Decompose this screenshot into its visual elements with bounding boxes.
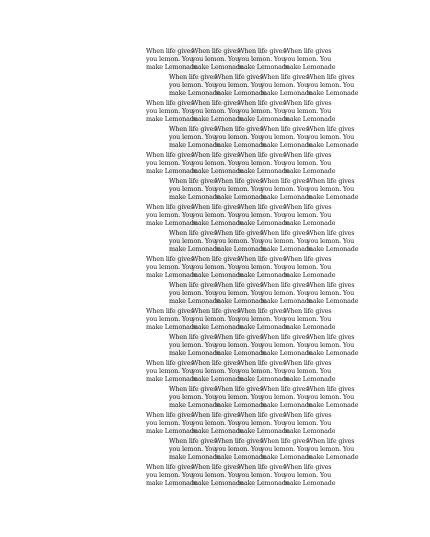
quote-tile — [192, 151, 244, 177]
quote-tile — [238, 151, 290, 177]
quote-line: When life gives — [169, 281, 217, 289]
quote-tile — [169, 333, 221, 359]
quote-line: you lemon. You — [284, 159, 332, 168]
quote-line: make Lemonade — [169, 401, 221, 410]
quote-tile — [192, 203, 244, 229]
quote-line: make Lemonade — [284, 115, 336, 124]
quote-line: When life gives — [215, 437, 263, 445]
quote-line: make Lemonade — [284, 427, 336, 436]
quote-line: When life gives — [146, 359, 194, 367]
quote-line: When life gives — [261, 125, 309, 133]
quote-tile — [146, 47, 198, 73]
quote-line: you lemon. You — [284, 471, 332, 480]
quote-line: you lemon. You — [215, 237, 263, 246]
quote-tile — [192, 255, 244, 281]
quote-line: you lemon. You — [307, 133, 355, 142]
quote-tile — [146, 99, 198, 125]
quote-tile — [192, 307, 244, 333]
quote-line: When life gives — [261, 73, 309, 81]
quote-tile — [284, 463, 336, 489]
quote-line: you lemon. You — [284, 419, 332, 428]
quote-line: When life gives — [169, 125, 217, 133]
quote-line: make Lemonade — [169, 349, 221, 358]
quote-line: When life gives — [169, 437, 217, 445]
quote-line: When life gives — [284, 463, 332, 471]
quote-line: make Lemonade — [261, 401, 313, 410]
quote-tile — [169, 73, 221, 99]
quote-line: make Lemonade — [238, 271, 290, 280]
quote-line: When life gives — [192, 99, 240, 107]
quote-tile — [215, 281, 267, 307]
quote-line: you lemon. You — [169, 445, 217, 454]
quote-tile — [215, 177, 267, 203]
quote-tile — [169, 437, 221, 463]
quote-line: When life gives — [238, 99, 286, 107]
quote-line: you lemon. You — [238, 107, 286, 116]
quote-line: you lemon. You — [307, 393, 355, 402]
quote-line: make Lemonade — [192, 479, 244, 488]
quote-line: you lemon. You — [192, 367, 240, 376]
quote-line: When life gives — [215, 125, 263, 133]
quote-tile — [215, 125, 267, 151]
quote-line: When life gives — [169, 333, 217, 341]
quote-line: make Lemonade — [169, 453, 221, 462]
quote-line: you lemon. You — [215, 185, 263, 194]
quote-line: you lemon. You — [146, 367, 194, 376]
quote-line: make Lemonade — [169, 245, 221, 254]
quote-line: When life gives — [192, 255, 240, 263]
quote-line: you lemon. You — [146, 55, 194, 64]
quote-line: make Lemonade — [192, 167, 244, 176]
quote-line: you lemon. You — [238, 315, 286, 324]
quote-line: make Lemonade — [284, 63, 336, 72]
quote-line: you lemon. You — [238, 419, 286, 428]
quote-line: When life gives — [215, 177, 263, 185]
quote-line: When life gives — [215, 333, 263, 341]
quote-line: you lemon. You — [238, 55, 286, 64]
quote-line: make Lemonade — [261, 297, 313, 306]
quote-line: you lemon. You — [261, 237, 309, 246]
quote-tile — [192, 47, 244, 73]
quote-line: When life gives — [192, 151, 240, 159]
quote-line: you lemon. You — [307, 341, 355, 350]
quote-line: you lemon. You — [215, 289, 263, 298]
quote-line: make Lemonade — [307, 141, 359, 150]
quote-line: you lemon. You — [261, 341, 309, 350]
quote-line: make Lemonade — [192, 323, 244, 332]
quote-line: When life gives — [192, 47, 240, 55]
quote-line: you lemon. You — [284, 367, 332, 376]
quote-line: When life gives — [146, 307, 194, 315]
quote-line: you lemon. You — [284, 263, 332, 272]
quote-line: you lemon. You — [284, 107, 332, 116]
quote-line: When life gives — [192, 463, 240, 471]
quote-tile — [284, 411, 336, 437]
quote-line: you lemon. You — [307, 81, 355, 90]
quote-line: you lemon. You — [261, 445, 309, 454]
quote-line: you lemon. You — [146, 419, 194, 428]
quote-line: you lemon. You — [307, 237, 355, 246]
quote-line: you lemon. You — [215, 341, 263, 350]
quote-line: When life gives — [146, 463, 194, 471]
quote-line: When life gives — [169, 229, 217, 237]
quote-tile — [284, 307, 336, 333]
quote-line: When life gives — [261, 437, 309, 445]
quote-line: make Lemonade — [238, 63, 290, 72]
quote-line: make Lemonade — [307, 349, 359, 358]
quote-line: When life gives — [307, 177, 355, 185]
quote-tile — [261, 229, 313, 255]
quote-line: When life gives — [238, 307, 286, 315]
quote-line: When life gives — [238, 203, 286, 211]
quote-tile — [238, 307, 290, 333]
quote-line: When life gives — [169, 385, 217, 393]
quote-line: When life gives — [261, 385, 309, 393]
quote-tile — [146, 307, 198, 333]
quote-line: make Lemonade — [238, 427, 290, 436]
quote-tile — [307, 281, 359, 307]
quote-tile — [192, 411, 244, 437]
quote-line: you lemon. You — [238, 263, 286, 272]
quote-line: When life gives — [261, 281, 309, 289]
quote-tile — [238, 47, 290, 73]
quote-line: you lemon. You — [261, 393, 309, 402]
quote-line: When life gives — [215, 229, 263, 237]
quote-line: you lemon. You — [261, 81, 309, 90]
quote-line: make Lemonade — [307, 297, 359, 306]
quote-line: When life gives — [238, 255, 286, 263]
quote-line: make Lemonade — [284, 323, 336, 332]
quote-line: make Lemonade — [238, 167, 290, 176]
quote-tile — [307, 73, 359, 99]
quote-line: make Lemonade — [284, 271, 336, 280]
quote-line: When life gives — [169, 177, 217, 185]
quote-tile — [238, 203, 290, 229]
quote-line: you lemon. You — [146, 107, 194, 116]
quote-line: When life gives — [146, 47, 194, 55]
quote-line: When life gives — [215, 281, 263, 289]
quote-line: you lemon. You — [215, 445, 263, 454]
quote-line: When life gives — [192, 203, 240, 211]
quote-tile — [215, 385, 267, 411]
quote-line: you lemon. You — [238, 471, 286, 480]
quote-line: When life gives — [146, 203, 194, 211]
quote-line: make Lemonade — [146, 167, 198, 176]
quote-tile — [238, 359, 290, 385]
quote-tile — [238, 463, 290, 489]
quote-tile — [146, 255, 198, 281]
quote-line: When life gives — [238, 359, 286, 367]
quote-line: make Lemonade — [215, 401, 267, 410]
quote-line: you lemon. You — [192, 471, 240, 480]
quote-line: you lemon. You — [192, 211, 240, 220]
quote-line: you lemon. You — [169, 341, 217, 350]
quote-tile — [261, 281, 313, 307]
quote-tile — [261, 333, 313, 359]
quote-line: When life gives — [192, 411, 240, 419]
quote-line: When life gives — [284, 255, 332, 263]
quote-tile — [307, 229, 359, 255]
quote-line: make Lemonade — [146, 219, 198, 228]
quote-line: you lemon. You — [307, 445, 355, 454]
quote-line: make Lemonade — [261, 89, 313, 98]
quote-line: you lemon. You — [284, 55, 332, 64]
quote-line: you lemon. You — [169, 185, 217, 194]
quote-line: you lemon. You — [307, 185, 355, 194]
quote-line: you lemon. You — [169, 81, 217, 90]
quote-line: When life gives — [192, 359, 240, 367]
quote-tile — [284, 255, 336, 281]
quote-line: you lemon. You — [238, 211, 286, 220]
quote-line: When life gives — [307, 385, 355, 393]
quote-line: you lemon. You — [169, 289, 217, 298]
quote-line: When life gives — [284, 151, 332, 159]
quote-line: make Lemonade — [284, 219, 336, 228]
quote-line: make Lemonade — [307, 453, 359, 462]
quote-line: you lemon. You — [192, 315, 240, 324]
quote-tile — [146, 411, 198, 437]
quote-line: When life gives — [215, 73, 263, 81]
quote-line: you lemon. You — [215, 393, 263, 402]
quote-line: When life gives — [284, 307, 332, 315]
quote-line: make Lemonade — [238, 479, 290, 488]
quote-line: When life gives — [238, 151, 286, 159]
quote-line: you lemon. You — [192, 263, 240, 272]
quote-tile — [261, 385, 313, 411]
quote-line: When life gives — [307, 73, 355, 81]
quote-line: you lemon. You — [169, 133, 217, 142]
quote-tile — [215, 437, 267, 463]
quote-line: make Lemonade — [215, 453, 267, 462]
quote-line: make Lemonade — [169, 297, 221, 306]
quote-tile — [146, 359, 198, 385]
quote-line: you lemon. You — [238, 367, 286, 376]
quote-line: make Lemonade — [261, 349, 313, 358]
quote-tile — [261, 125, 313, 151]
quote-line: make Lemonade — [261, 193, 313, 202]
quote-line: make Lemonade — [192, 219, 244, 228]
quote-line: make Lemonade — [192, 271, 244, 280]
quote-tile — [261, 437, 313, 463]
quote-line: make Lemonade — [169, 89, 221, 98]
quote-line: make Lemonade — [307, 245, 359, 254]
quote-line: When life gives — [238, 411, 286, 419]
lemonade-pattern-strip — [146, 45, 359, 488]
quote-tile — [284, 47, 336, 73]
quote-line: make Lemonade — [238, 115, 290, 124]
quote-line: When life gives — [284, 203, 332, 211]
quote-tile — [169, 281, 221, 307]
quote-line: make Lemonade — [215, 141, 267, 150]
quote-line: you lemon. You — [146, 159, 194, 168]
quote-line: make Lemonade — [192, 427, 244, 436]
quote-tile — [192, 99, 244, 125]
quote-tile — [169, 177, 221, 203]
quote-tile — [169, 385, 221, 411]
quote-line: make Lemonade — [215, 297, 267, 306]
quote-line: When life gives — [307, 281, 355, 289]
quote-line: you lemon. You — [146, 211, 194, 220]
quote-line: you lemon. You — [307, 289, 355, 298]
quote-line: make Lemonade — [169, 193, 221, 202]
quote-line: When life gives — [192, 307, 240, 315]
quote-line: make Lemonade — [284, 479, 336, 488]
quote-line: make Lemonade — [146, 271, 198, 280]
quote-tile — [238, 99, 290, 125]
quote-tile — [307, 437, 359, 463]
quote-line: make Lemonade — [169, 141, 221, 150]
quote-line: make Lemonade — [146, 323, 198, 332]
quote-tile — [146, 203, 198, 229]
quote-tile — [307, 177, 359, 203]
quote-line: you lemon. You — [284, 211, 332, 220]
quote-line: When life gives — [169, 73, 217, 81]
quote-tile — [284, 359, 336, 385]
quote-line: make Lemonade — [307, 89, 359, 98]
quote-tile — [238, 411, 290, 437]
quote-tile — [238, 255, 290, 281]
quote-line: you lemon. You — [192, 107, 240, 116]
quote-tile — [284, 203, 336, 229]
quote-line: When life gives — [146, 99, 194, 107]
quote-tile — [192, 463, 244, 489]
quote-line: you lemon. You — [192, 159, 240, 168]
quote-line: you lemon. You — [146, 263, 194, 272]
quote-line: When life gives — [261, 229, 309, 237]
quote-line: make Lemonade — [146, 375, 198, 384]
quote-line: make Lemonade — [192, 375, 244, 384]
quote-line: make Lemonade — [146, 63, 198, 72]
quote-tile — [307, 333, 359, 359]
quote-tile — [215, 73, 267, 99]
quote-tile — [284, 99, 336, 125]
quote-tile — [169, 229, 221, 255]
quote-line: When life gives — [261, 177, 309, 185]
quote-tile — [307, 125, 359, 151]
quote-line: you lemon. You — [192, 55, 240, 64]
quote-line: make Lemonade — [261, 245, 313, 254]
quote-line: make Lemonade — [215, 89, 267, 98]
quote-line: you lemon. You — [261, 289, 309, 298]
quote-line: you lemon. You — [215, 133, 263, 142]
quote-line: When life gives — [215, 385, 263, 393]
quote-line: make Lemonade — [192, 115, 244, 124]
quote-line: When life gives — [238, 47, 286, 55]
quote-tile — [215, 229, 267, 255]
quote-tile — [192, 359, 244, 385]
quote-tile — [261, 73, 313, 99]
quote-line: When life gives — [146, 151, 194, 159]
quote-line: make Lemonade — [215, 193, 267, 202]
quote-line: When life gives — [146, 411, 194, 419]
quote-line: When life gives — [307, 125, 355, 133]
quote-line: make Lemonade — [238, 219, 290, 228]
quote-line: you lemon. You — [261, 185, 309, 194]
quote-line: When life gives — [284, 47, 332, 55]
quote-line: you lemon. You — [146, 315, 194, 324]
quote-line: you lemon. You — [261, 133, 309, 142]
quote-line: When life gives — [238, 463, 286, 471]
quote-tile — [146, 151, 198, 177]
quote-line: you lemon. You — [146, 471, 194, 480]
quote-line: When life gives — [261, 333, 309, 341]
quote-line: you lemon. You — [215, 81, 263, 90]
quote-line: make Lemonade — [261, 453, 313, 462]
quote-line: make Lemonade — [261, 141, 313, 150]
quote-line: you lemon. You — [284, 315, 332, 324]
quote-line: make Lemonade — [146, 427, 198, 436]
quote-tile — [307, 385, 359, 411]
quote-line: you lemon. You — [169, 393, 217, 402]
quote-line: you lemon. You — [192, 419, 240, 428]
quote-line: make Lemonade — [192, 63, 244, 72]
quote-line: make Lemonade — [215, 349, 267, 358]
quote-line: make Lemonade — [238, 375, 290, 384]
quote-line: When life gives — [307, 229, 355, 237]
quote-line: When life gives — [307, 437, 355, 445]
quote-line: make Lemonade — [238, 323, 290, 332]
quote-line: When life gives — [284, 99, 332, 107]
quote-line: When life gives — [146, 255, 194, 263]
quote-line: When life gives — [307, 333, 355, 341]
quote-line: you lemon. You — [169, 237, 217, 246]
quote-tile — [261, 177, 313, 203]
quote-tile — [284, 151, 336, 177]
quote-line: When life gives — [284, 411, 332, 419]
quote-tile — [146, 463, 198, 489]
quote-line: you lemon. You — [238, 159, 286, 168]
quote-line: make Lemonade — [215, 245, 267, 254]
quote-tile — [169, 125, 221, 151]
quote-line: make Lemonade — [284, 167, 336, 176]
quote-line: When life gives — [284, 359, 332, 367]
quote-line: make Lemonade — [307, 401, 359, 410]
quote-line: make Lemonade — [307, 193, 359, 202]
quote-line: make Lemonade — [284, 375, 336, 384]
quote-line: make Lemonade — [146, 115, 198, 124]
quote-tile — [215, 333, 267, 359]
quote-line: make Lemonade — [146, 479, 198, 488]
